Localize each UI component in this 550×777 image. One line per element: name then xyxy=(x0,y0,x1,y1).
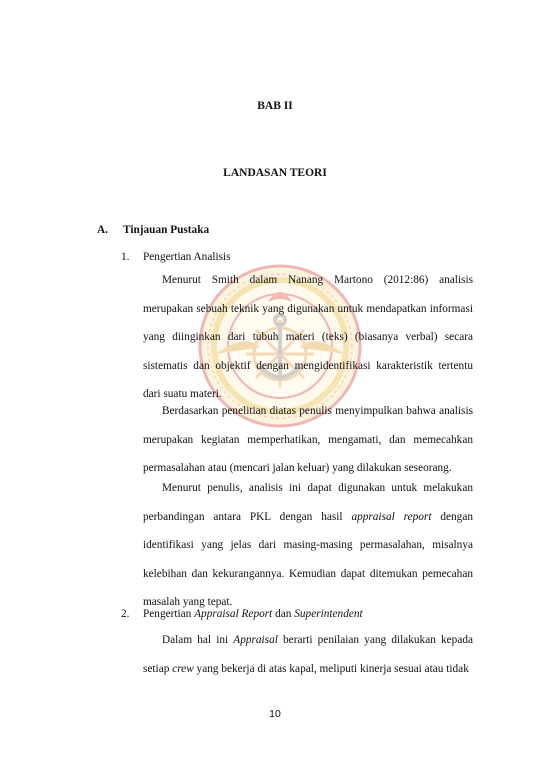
italic-term: Superintendent xyxy=(294,608,363,620)
subsection-heading-2 xyxy=(121,608,363,620)
text-run: Pengertian xyxy=(143,608,195,620)
text-run: berarti penilaian yang dilakukan kepada setiap xyxy=(143,634,474,675)
paragraph-conclusion xyxy=(143,397,473,483)
section-heading xyxy=(97,224,209,236)
paragraph-author-view xyxy=(143,474,473,617)
text-run: Menurut penulis, analisis ini dapat digunakan untuk melakukan perbandingan antara PKL dengan hasil xyxy=(143,482,473,523)
italic-term: appraisal report xyxy=(351,510,432,523)
page-number: 10 xyxy=(269,708,281,720)
subsection-title: Pengertian Analisis xyxy=(143,251,231,263)
subsection-number: 1. xyxy=(121,251,130,263)
subsection-number: 2. xyxy=(121,608,130,620)
text-run: yang bekerja di atas kapal, meliputi kinerja sesuai atau tidak xyxy=(193,662,469,675)
subsection-heading-1 xyxy=(121,251,231,263)
section-number: A. xyxy=(97,224,108,236)
paragraph-text: Berdasarkan penelitian diatas penulis menyimpulkan bahwa analisis merupakan kegiatan memperhatikan, mengamati, dan memecahkan permasalahan atau (mencari jalan keluar) yang dilakukan seseorang. xyxy=(143,405,473,475)
paragraph-text: Menurut Smith dalam Nanang Martono (2012:86) analisis merupakan sebuah teknik yang digunakan untuk mendapatkan informasi yang diinginkan dari tubuh materi (teks) (biasanya verbal) secara sistematis dan objektif dengan mengidentifikasi karakteristik tertentu dari suatu materi. xyxy=(143,274,473,401)
italic-term: Appraisal Report xyxy=(194,608,273,620)
chapter-heading: BAB II xyxy=(257,100,293,112)
text-run: dan xyxy=(272,608,295,620)
italic-term: Appraisal xyxy=(233,634,278,646)
paragraph-text xyxy=(143,474,473,617)
paragraph-appraisal-definition xyxy=(143,626,473,683)
paragraph-text xyxy=(143,626,473,683)
chapter-title: LANDASAN TEORI xyxy=(223,167,327,179)
paragraph-analysis-definition xyxy=(143,266,473,409)
section-title: Tinjauan Pustaka xyxy=(123,224,210,236)
text-run: Dalam hal ini xyxy=(162,634,234,646)
italic-term: crew xyxy=(172,662,194,675)
text-run: dengan identifikasi yang jelas dari masing-masing permasalahan, misalnya kelebihan dan kekurangannya. Kemudian dapat ditemukan pemecahan masalah yang tepat. xyxy=(143,510,473,609)
